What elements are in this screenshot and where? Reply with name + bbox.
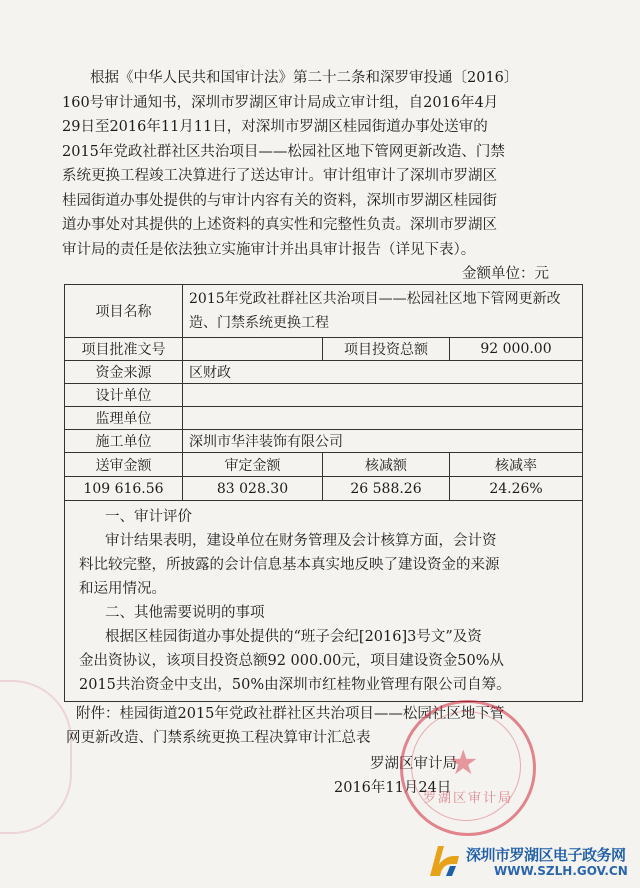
intro-line: 桂园街道办事处提供的与审计内容有关的资料，深圳市罗湖区桂园街: [62, 192, 497, 209]
table-row: [65, 384, 583, 407]
table-row: [65, 453, 583, 477]
reduction-amount-header: 核减额: [323, 453, 450, 477]
attachment-line: 附件：桂园街道2015年党政社群社区共治项目——松园社区地下管: [76, 706, 505, 722]
attachment-line: 网更新改造、门禁系统更换工程决算审计汇总表: [66, 730, 371, 746]
approved-amount-value: 83 028.30: [183, 477, 323, 501]
star-icon: ★: [448, 743, 479, 783]
evaluation-line: 审计结果表明，建设单位在财务管理及会计核算方面，会计资: [105, 533, 497, 549]
table-row: [65, 285, 583, 338]
table-row: [65, 338, 583, 361]
supervision-unit-label: 监理单位: [65, 407, 183, 430]
fund-source-label: 资金来源: [65, 361, 183, 384]
investment-value: 92 000.00: [450, 338, 583, 361]
construction-unit-label: 施工单位: [65, 430, 183, 453]
project-name-value: 2015年党政社群社区共治项目——松园社区地下管网更新改造、门禁系统更换工程: [183, 285, 583, 338]
submitted-amount-header: 送审金额: [65, 453, 183, 477]
seal-text: 罗湖区审计局: [423, 791, 514, 806]
evaluation-line: 和运用情况。: [79, 581, 166, 597]
approval-no-label: 项目批准文号: [65, 338, 183, 361]
signature-date: 2016年11月24日: [334, 780, 452, 796]
other-matters-line: 金出资协议，该项目投资总额92 000.00元，项目建设资金50%从: [79, 653, 505, 669]
fund-source-value: 区财政: [183, 361, 583, 384]
reduction-rate-value: 24.26%: [450, 477, 583, 501]
intro-line: 160号审计通知书，深圳市罗湖区审计局成立审计组，自2016年4月: [62, 94, 499, 111]
intro-paragraph: [62, 66, 582, 262]
table-row: [65, 501, 583, 702]
faded-seal-mark: [0, 680, 72, 834]
intro-line: 根据《中华人民共和国审计法》第二十二条和深罗审投通〔2016〕: [90, 70, 519, 86]
design-unit-label: 设计单位: [65, 384, 183, 407]
project-name-label: 项目名称: [65, 285, 183, 338]
supervision-unit-value: [183, 407, 583, 430]
submitted-amount-value: 109 616.56: [65, 477, 183, 501]
design-unit-value: [183, 384, 583, 407]
construction-unit-value: 深圳市华沣装饰有限公司: [183, 430, 583, 453]
intro-line: 道办事处对其提供的上述资料的真实性和完整性负责。深圳市罗湖区: [62, 217, 497, 233]
watermark-url: WWW.SZLH.GOV.CN: [494, 864, 628, 878]
amount-unit-label: 金额单位：元: [462, 266, 549, 282]
intro-line: 2015年党政社群社区共治项目——松园社区地下管网更新改造、门禁: [62, 143, 505, 160]
approval-no-value: [183, 338, 323, 361]
reduction-rate-header: 核减率: [450, 453, 583, 477]
watermark-title: 深圳市罗湖区电子政务网: [466, 846, 626, 864]
audit-summary-table: [64, 284, 583, 702]
approved-amount-header: 审定金额: [183, 453, 323, 477]
table-row: [65, 407, 583, 430]
evaluation-cell: [65, 501, 583, 702]
intro-line: 系统更换工程竣工决算进行了送达审计。审计组审计了深圳市罗湖区: [62, 168, 497, 184]
intro-line: 29日至2016年11月11日，对深圳市罗湖区桂园街道办事处送审的: [62, 119, 488, 135]
other-matters-line: 2015共治资金中支出，50%由深圳市红桂物业管理有限公司自筹。: [79, 677, 511, 693]
signature-org: 罗湖区审计局: [370, 756, 457, 772]
investment-label: 项目投资总额: [323, 338, 450, 361]
evaluation-line: 料比较完整，所披露的会计信息基本真实地反映了建设资金的来源: [79, 557, 500, 573]
other-matters-heading: 二、其他需要说明的事项: [105, 605, 265, 621]
intro-line: 审计局的责任是依法独立实施审计并出具审计报告（详见下表）。: [62, 241, 476, 258]
other-matters-line: 根据区桂园街道办事处提供的“班子会纪[2016]3号文”及资: [105, 629, 482, 645]
evaluation-heading: 一、审计评价: [105, 509, 192, 525]
site-watermark: [428, 838, 640, 882]
table-row: [65, 430, 583, 453]
table-row: [65, 361, 583, 384]
reduction-amount-value: 26 588.26: [323, 477, 450, 501]
table-row: [65, 477, 583, 501]
site-logo-icon: [428, 842, 462, 878]
